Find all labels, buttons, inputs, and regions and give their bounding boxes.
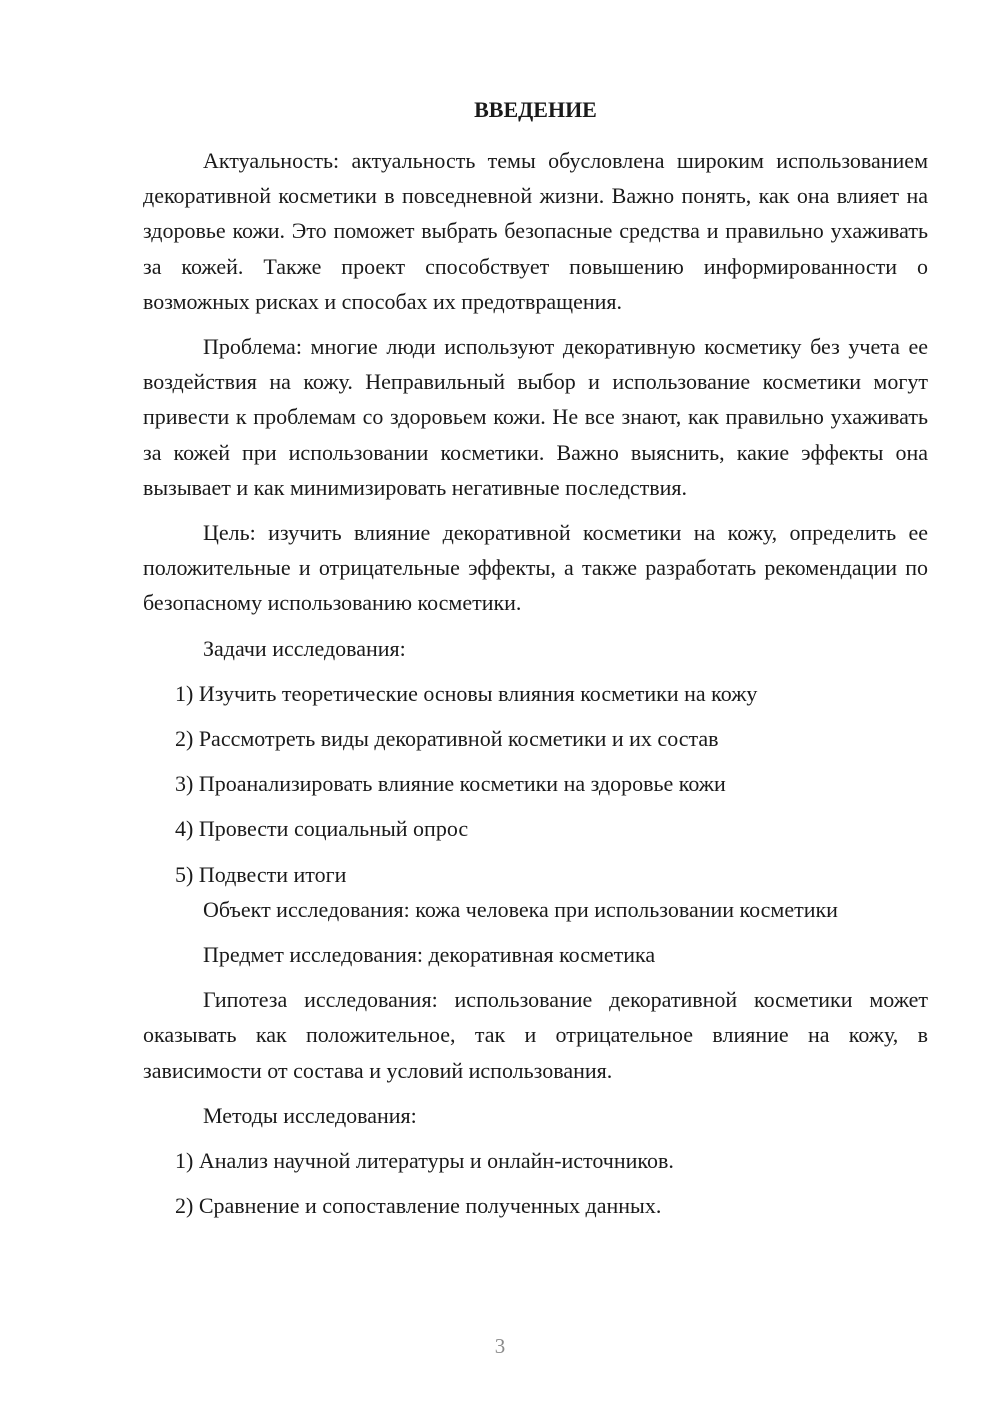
document-page xyxy=(143,96,928,1233)
task-item-2: 2) Рассмотреть виды декоративной косметики и их состав xyxy=(175,726,719,752)
tasks-label: Задачи исследования: xyxy=(203,635,406,661)
task-item-1: 1) Изучить теоретические основы влияния косметики на кожу xyxy=(175,680,758,706)
methods-label: Методы исследования: xyxy=(203,1102,417,1128)
task-item-5: 5) Подвести итоги xyxy=(175,861,347,887)
task-item-4: 4) Провести социальный опрос xyxy=(175,816,469,842)
research-object: Объект исследования: кожа человека при использовании косметики xyxy=(203,896,838,922)
page-number: 3 xyxy=(494,1334,506,1358)
research-subject: Предмет исследования: декоративная косметика xyxy=(203,942,656,968)
section-heading: ВВЕДЕНИЕ xyxy=(474,97,597,122)
hypothesis-paragraph: Гипотеза исследования: использование декоративной косметики может оказывать как положительное, так и отрицательное влияние на кожу, в зависимости от состава и условий использования. xyxy=(143,987,928,1083)
method-item-2: 2) Сравнение и сопоставление полученных данных. xyxy=(175,1193,662,1219)
task-item-3: 3) Проанализировать влияние косметики на здоровье кожи xyxy=(175,771,726,797)
goal-paragraph: Цель: изучить влияние декоративной косметики на кожу, определить ее положительные и отрицательные эффекты, а также разработать рекомендации по безопасному использованию косметики. xyxy=(143,520,928,616)
method-item-1: 1) Анализ научной литературы и онлайн-источников. xyxy=(175,1148,674,1174)
relevance-paragraph: Актуальность: актуальность темы обусловлена широким использованием декоративной косметики в повседневной жизни. Важно понять, как она влияет на здоровье кожи. Это поможет выбрать безопасные средства и правильно ухаживать за кожей. Также проект способствует повышению информированности о возможных рисках и способах их предотвращения. xyxy=(143,148,928,314)
problem-paragraph: Проблема: многие люди используют декоративную косметику без учета ее воздействия на кожу. Неправильный выбор и использование косметики могут привести к проблемам со здоровьем кожи. Не все знают, как правильно ухаживать за кожей при использовании косметики. Важно выяснить, какие эффекты она вызывает и как минимизировать негативные последствия. xyxy=(143,334,928,500)
